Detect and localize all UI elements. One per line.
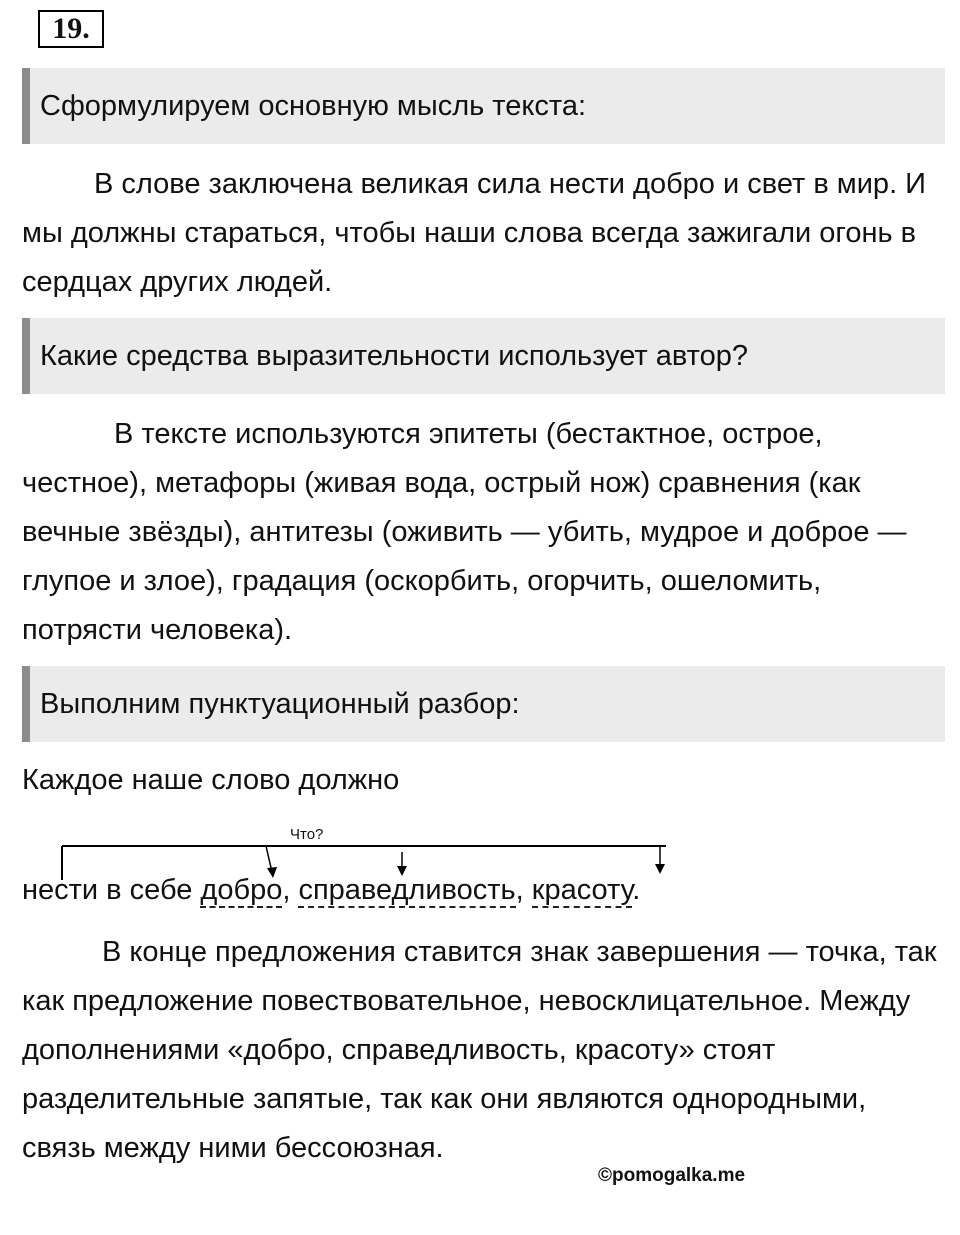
sentence-start: нести в себе (22, 874, 201, 906)
task-number: 19. (38, 10, 104, 48)
heading-main-idea: Сформулируем основную мысль текста: (22, 68, 945, 144)
object-krasotu: красоту (531, 874, 633, 906)
heading-punctuation: Выполним пунктуационный разбор: (22, 666, 945, 742)
explanation-text: В конце предложения ставится знак завершения — точка, так как предложение повествовательное, невосклицательное. Между дополнениями «добро, справедливость, красоту» стоят разделительные запятые, так как они являются однородными, связь между ними бессоюзная. (22, 936, 937, 1164)
sentence-line-1: Каждое наше слово должно (22, 764, 400, 796)
main-idea-text: В слове заключена великая сила нести добро и свет в мир. И мы должны стараться, чтобы наши слова всегда зажигали огонь в сердцах других людей. (22, 168, 927, 298)
expressive-means-text: В тексте используются эпитеты (бестактное, острое, честное), метафоры (живая вода, острый нож) сравнения (как вечные звёзды), антитезы (оживить — убить, мудрое и доброе — глупое и злое), градация (оскорбить, огорчить, ошеломить, потрясти человека). (22, 418, 907, 646)
scheme-arrowhead-3 (655, 864, 665, 874)
heading-expressive-means: Какие средства выразительности использует автор? (22, 318, 945, 394)
comma-1: , (282, 874, 299, 906)
sentence-end: . (632, 874, 641, 906)
question-label: Что? (290, 826, 324, 843)
copyright-watermark: ©pomogalka.me (598, 1165, 746, 1186)
sentence-line-2 (22, 870, 640, 910)
comma-2: , (515, 874, 532, 906)
object-spravedlivost: справедливость (298, 874, 516, 906)
object-dobro: добро (200, 874, 283, 906)
